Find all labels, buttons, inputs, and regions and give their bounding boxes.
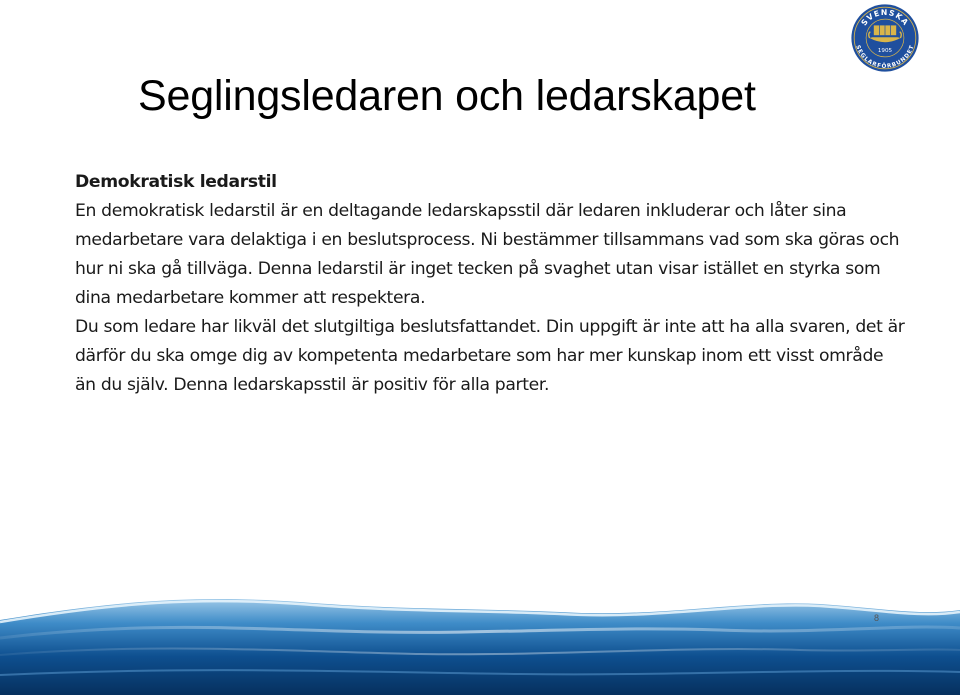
page-number: 8 [874,613,880,623]
slide-title: Seglingsledaren och ledarskapet [138,72,756,120]
logo-top-text: SVENSKA [859,7,911,28]
paragraph-2: Du som ledare har likväl det slutgiltiga beslutsfattandet. Din uppgift är inte att ha alla svaren, det är därför du ska omge dig av kompetenta medarbetare som har mer kunskap inom ett visst område än du själv. Denna ledarskapsstil är positiv för alla parter. [75,317,905,395]
logo-bottom-text: SEGLARFÖRBUNDET [854,44,916,70]
paragraph-1: En demokratisk ledarstil är en deltagande ledarskapsstil där ledaren inkluderar och låter sina medarbetare vara delaktiga i en beslutsprocess. Ni bestämmer tillsammans vad som ska göras och hur ni ska gå tillväga. Denna ledarstil är inget tecken på svaghet utan visar istället en styrka som dina medarbetare kommer att respektera. [75,201,900,308]
svenska-seglarforbundet-logo [850,3,920,73]
water-wave-graphic [0,560,960,695]
logo-year: 1905 [877,48,893,55]
slide-body [75,168,905,400]
section-heading: Demokratisk ledarstil [75,172,277,192]
